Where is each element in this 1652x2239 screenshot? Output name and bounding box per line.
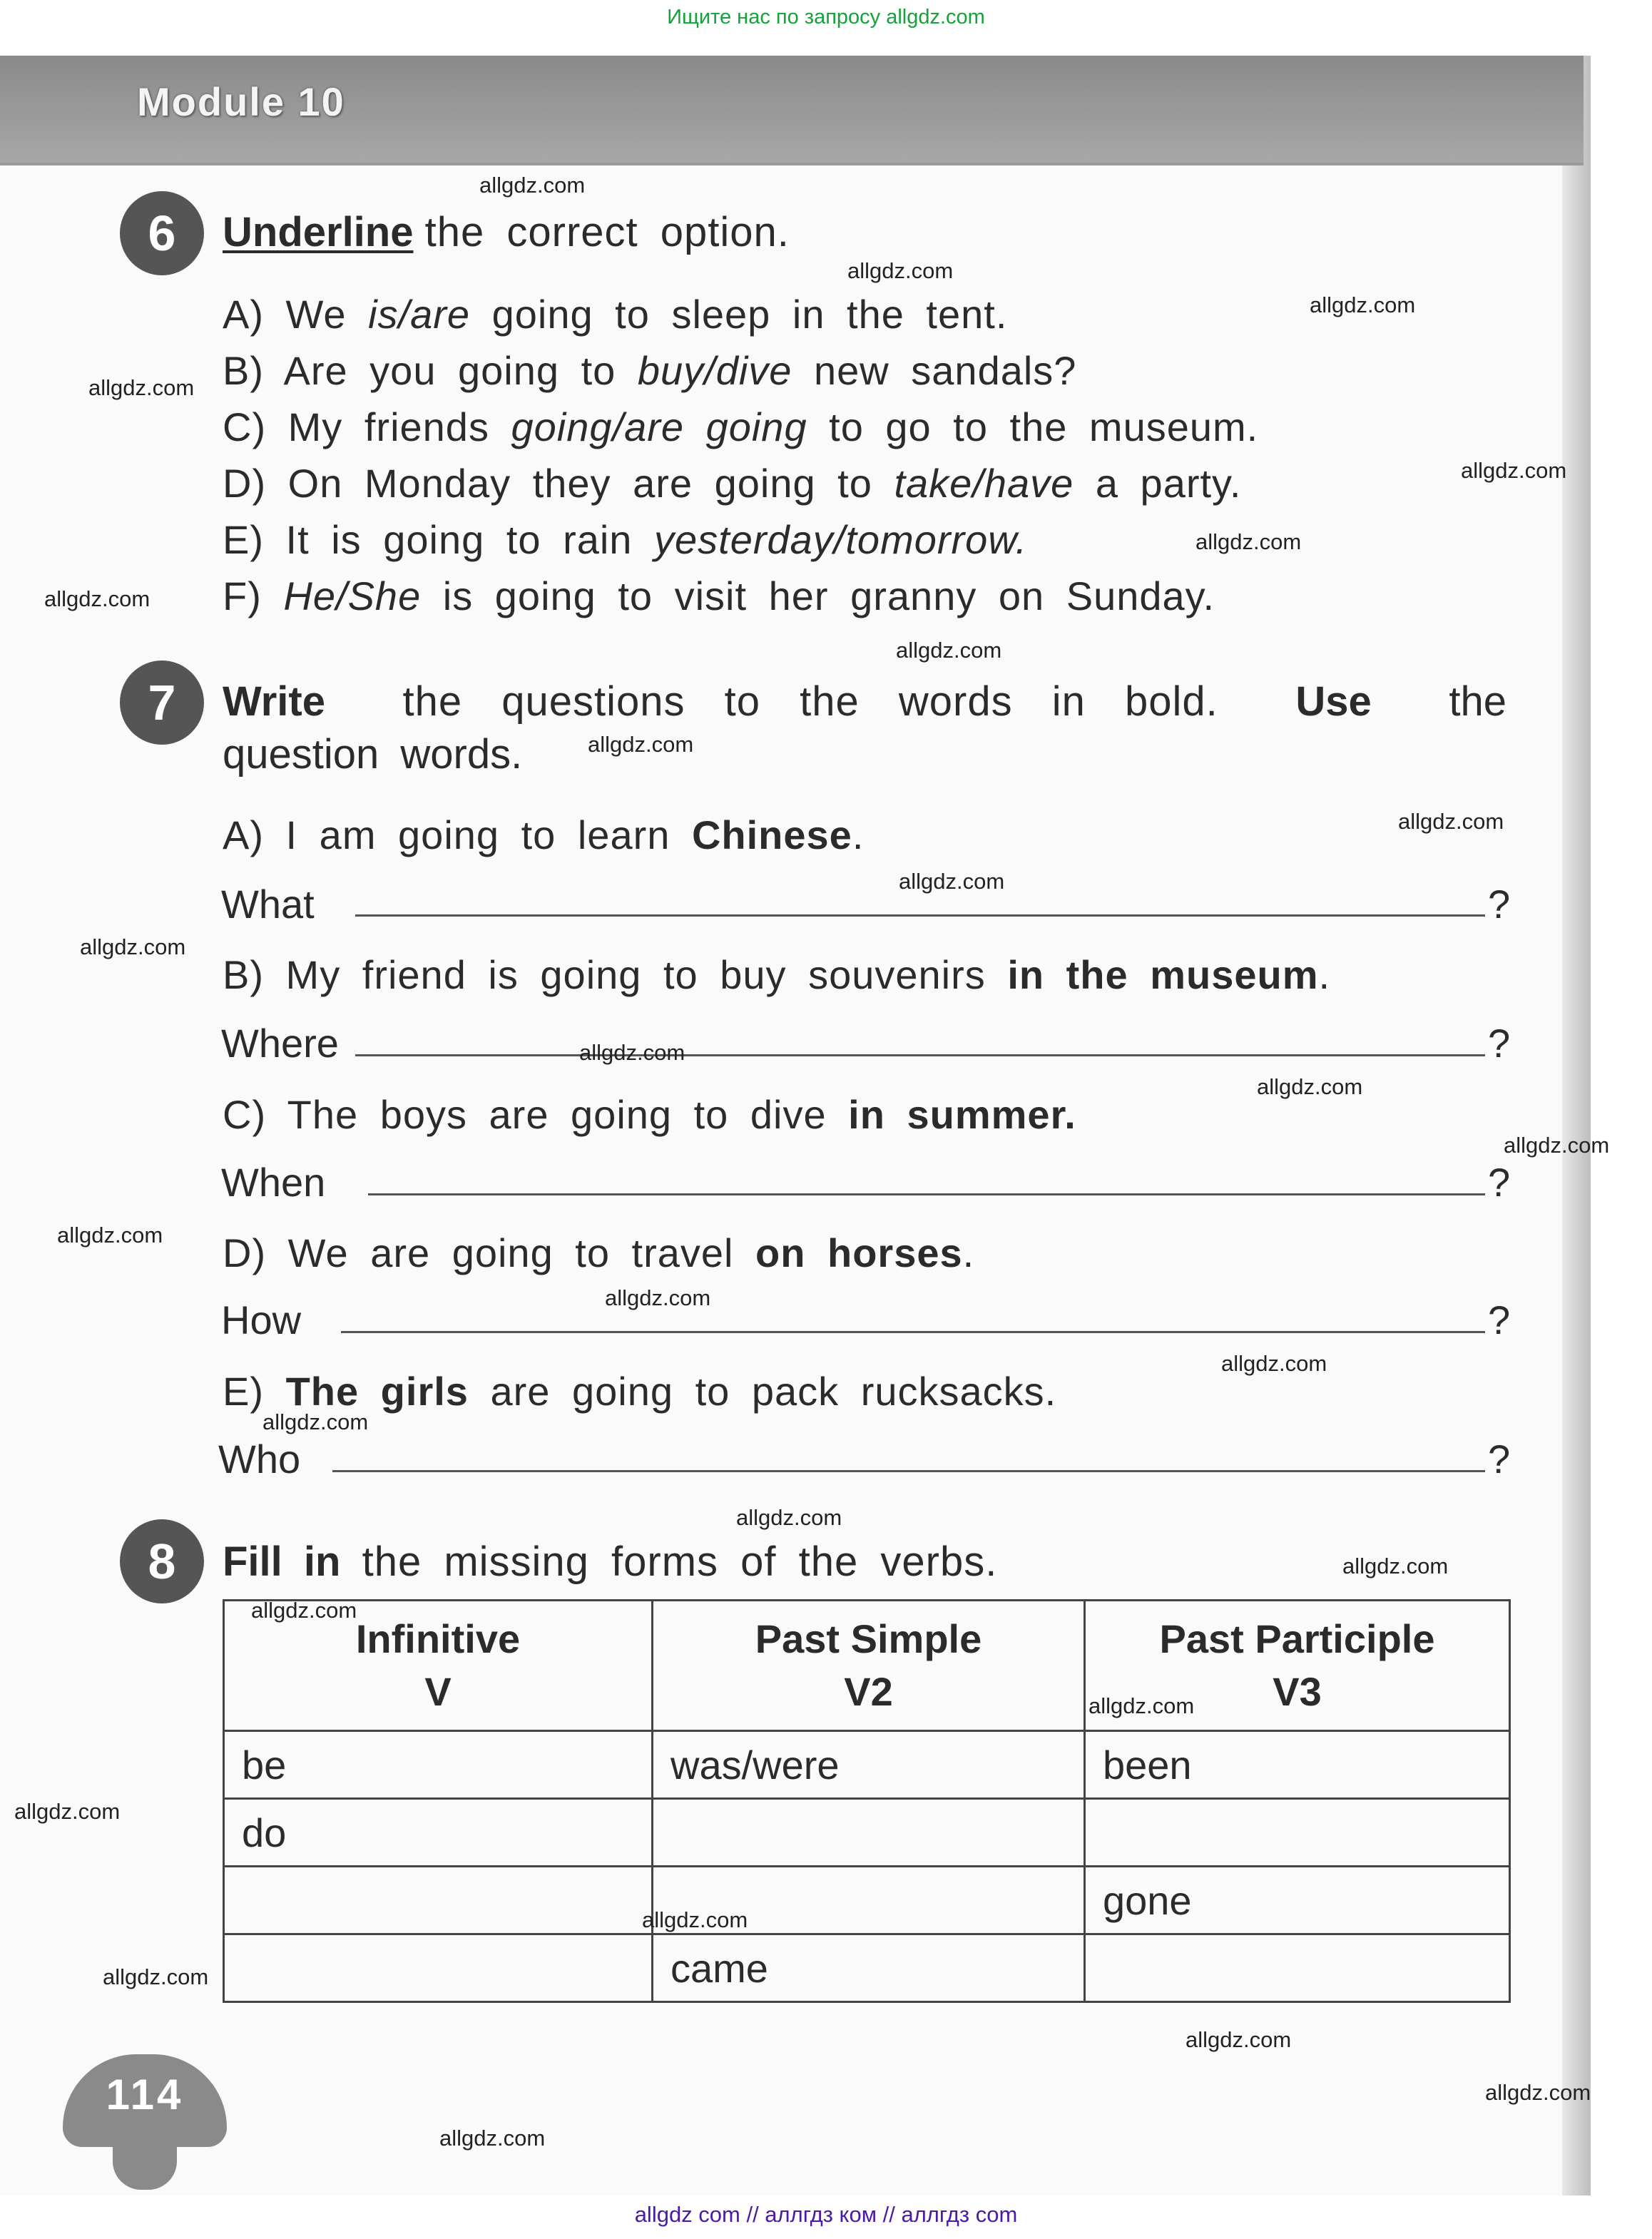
watermark: allgdz.com — [103, 1964, 209, 1989]
watermark: allgdz.com — [899, 869, 1005, 894]
task-8-title-strong-in: in — [303, 1539, 341, 1585]
task-7-badge: 7 — [120, 661, 204, 745]
question-word-d: How — [221, 1297, 302, 1342]
task-8-title-rest: the missing forms of the verbs. — [362, 1539, 998, 1585]
bold-phrase: The girls — [285, 1369, 469, 1414]
module-title: Module 10 — [137, 79, 345, 124]
table-cell[interactable]: gone — [1085, 1867, 1510, 1934]
watermark: allgdz.com — [439, 2126, 546, 2151]
watermark: allgdz.com — [896, 638, 1002, 663]
item-text: is going to visit her granny on Sunday. — [421, 573, 1215, 618]
watermark: allgdz.com — [1398, 809, 1504, 834]
watermark: allgdz.com — [262, 1409, 369, 1434]
answer-line-b[interactable] — [355, 1054, 1485, 1056]
watermark: allgdz.com — [1195, 529, 1302, 554]
question-word-c: When — [221, 1160, 326, 1205]
table-row — [224, 1799, 1510, 1867]
header-label: Infinitive — [355, 1616, 521, 1661]
task-7-item-c — [223, 1091, 1076, 1138]
watermark: allgdz.com — [44, 586, 151, 611]
watermark: allgdz.com — [736, 1505, 842, 1530]
task-6-item-a — [223, 291, 1007, 337]
task-7-title-line2: question words. — [223, 731, 523, 777]
table-cell[interactable] — [1085, 1934, 1510, 2002]
answer-line-a[interactable] — [355, 914, 1485, 917]
task-6-title — [223, 208, 790, 256]
task-7-title — [223, 678, 1506, 725]
task-6-title-rest: the correct option. — [424, 209, 790, 255]
page-number: 114 — [106, 2071, 184, 2118]
item-text: . — [1318, 952, 1331, 997]
watermark: allgdz.com — [847, 258, 954, 283]
item-text: are going to pack rucksacks. — [468, 1369, 1057, 1414]
watermark: allgdz.com — [1186, 2027, 1292, 2052]
watermark: allgdz.com — [605, 1285, 711, 1310]
item-text: A) I am going to learn — [223, 812, 692, 857]
table-cell[interactable] — [1085, 1799, 1510, 1867]
header-sub: V — [424, 1669, 452, 1714]
option-choice[interactable]: is/are — [368, 292, 471, 337]
watermark: allgdz.com — [1088, 1693, 1195, 1718]
watermark: allgdz.com — [80, 934, 186, 959]
watermark: allgdz.com — [1461, 458, 1567, 483]
item-text: . — [962, 1230, 975, 1275]
answer-line-c[interactable] — [368, 1193, 1485, 1195]
answer-line-e[interactable] — [332, 1470, 1485, 1472]
question-mark-d: ? — [1488, 1297, 1511, 1342]
task-7-item-d — [223, 1230, 974, 1276]
header-sub: V3 — [1273, 1669, 1322, 1714]
item-text: E) — [223, 1369, 286, 1414]
task-7-item-a — [223, 812, 864, 858]
question-word-a: What — [221, 882, 315, 927]
table-cell[interactable]: been — [1085, 1731, 1510, 1799]
watermark: allgdz.com — [479, 173, 586, 198]
item-text: C) My friends — [223, 404, 511, 449]
question-mark-b: ? — [1488, 1021, 1511, 1066]
watermark: allgdz.com — [1485, 2080, 1591, 2105]
bottom-banner[interactable]: allgdz com // аллгдз ком // аллгдз com — [634, 2202, 1018, 2227]
page-edge-shadow — [1562, 56, 1591, 2195]
task-7-title-mid: the questions to the words in bold. — [402, 678, 1218, 725]
task-7-title-strong-use: Use — [1295, 678, 1372, 725]
item-text: B) My friend is going to buy souvenirs — [223, 952, 1008, 997]
item-text: . — [852, 812, 865, 857]
verb-forms-table — [223, 1599, 1511, 2003]
task-6-item-d — [223, 460, 1241, 506]
question-mark-a: ? — [1488, 882, 1511, 927]
item-text: A) We — [223, 292, 369, 337]
table-cell[interactable]: be — [224, 1731, 653, 1799]
item-text: B) Are you going to — [223, 348, 638, 393]
task-8-title — [223, 1538, 997, 1586]
watermark: allgdz.com — [14, 1799, 121, 1824]
question-mark-e: ? — [1488, 1437, 1511, 1481]
task-7-title-end: the — [1449, 678, 1506, 725]
watermark: allgdz.com — [1504, 1133, 1610, 1158]
bold-phrase: in summer. — [848, 1092, 1076, 1137]
table-header-row — [224, 1601, 1510, 1731]
table-row — [224, 1731, 1510, 1799]
task-6-item-b — [223, 347, 1076, 394]
table-row — [224, 1867, 1510, 1934]
watermark: allgdz.com — [642, 1907, 748, 1932]
task-7-item-b — [223, 952, 1330, 998]
table-cell[interactable]: came — [653, 1934, 1085, 2002]
watermark: allgdz.com — [1221, 1351, 1327, 1376]
top-banner[interactable]: Ищите нас по запросу allgdz.com — [667, 6, 985, 29]
watermark: allgdz.com — [579, 1040, 685, 1065]
task-6-title-strong: Underline — [223, 209, 414, 255]
bold-phrase: in the museum — [1007, 952, 1319, 997]
header-sub: V2 — [844, 1669, 893, 1714]
watermark: allgdz.com — [251, 1598, 357, 1623]
table-cell[interactable]: do — [224, 1799, 653, 1867]
question-word-b: Where — [221, 1021, 339, 1066]
task-7-title-strong: Write — [223, 678, 325, 725]
watermark: allgdz.com — [1342, 1554, 1449, 1578]
table-cell[interactable] — [224, 1867, 653, 1934]
question-word-e: Who — [218, 1437, 301, 1481]
option-choice[interactable]: yesterday/tomorrow. — [654, 517, 1028, 562]
item-text: going to sleep in the tent. — [470, 292, 1008, 337]
task-8-badge: 8 — [120, 1519, 204, 1603]
watermark: allgdz.com — [57, 1223, 163, 1248]
table-cell[interactable] — [224, 1934, 653, 2002]
task-7-item-e — [223, 1368, 1056, 1414]
option-choice[interactable]: going/are going — [511, 404, 807, 449]
item-text: D) On Monday they are going to — [223, 461, 894, 506]
bold-phrase: on horses — [755, 1230, 963, 1275]
item-text: F) — [223, 573, 284, 618]
question-mark-c: ? — [1488, 1160, 1511, 1205]
option-choice[interactable]: take/have — [894, 461, 1074, 506]
task-6-item-c — [223, 404, 1258, 450]
task-8-title-strong-fill: Fill — [223, 1539, 282, 1585]
table-cell[interactable]: was/were — [653, 1731, 1085, 1799]
task-6-badge: 6 — [120, 191, 204, 275]
item-text: new sandals? — [792, 348, 1077, 393]
item-text: D) We are going to travel — [223, 1230, 756, 1275]
watermark: allgdz.com — [1310, 292, 1416, 317]
item-text: E) It is going to rain — [223, 517, 655, 562]
watermark: allgdz.com — [588, 732, 694, 757]
option-choice[interactable]: buy/dive — [637, 348, 792, 393]
option-choice[interactable]: He/She — [283, 573, 422, 618]
page-number-badge — [63, 2054, 227, 2197]
header-label: Past Participle — [1159, 1616, 1435, 1661]
watermark: allgdz.com — [1257, 1074, 1363, 1099]
watermark: allgdz.com — [88, 375, 195, 400]
bold-phrase: Chinese — [691, 812, 852, 857]
table-row — [224, 1934, 1510, 2002]
item-text: C) The boys are going to dive — [223, 1092, 849, 1137]
task-6-item-f — [223, 573, 1215, 619]
header-label: Past Simple — [755, 1616, 982, 1661]
mushroom-stem-icon — [113, 2133, 177, 2190]
item-text: a party. — [1074, 461, 1242, 506]
answer-line-d[interactable] — [341, 1331, 1485, 1333]
table-cell[interactable] — [653, 1799, 1085, 1867]
item-text: to go to the museum. — [807, 404, 1259, 449]
task-6-item-e — [223, 516, 1027, 563]
header-past-simple — [653, 1601, 1085, 1731]
